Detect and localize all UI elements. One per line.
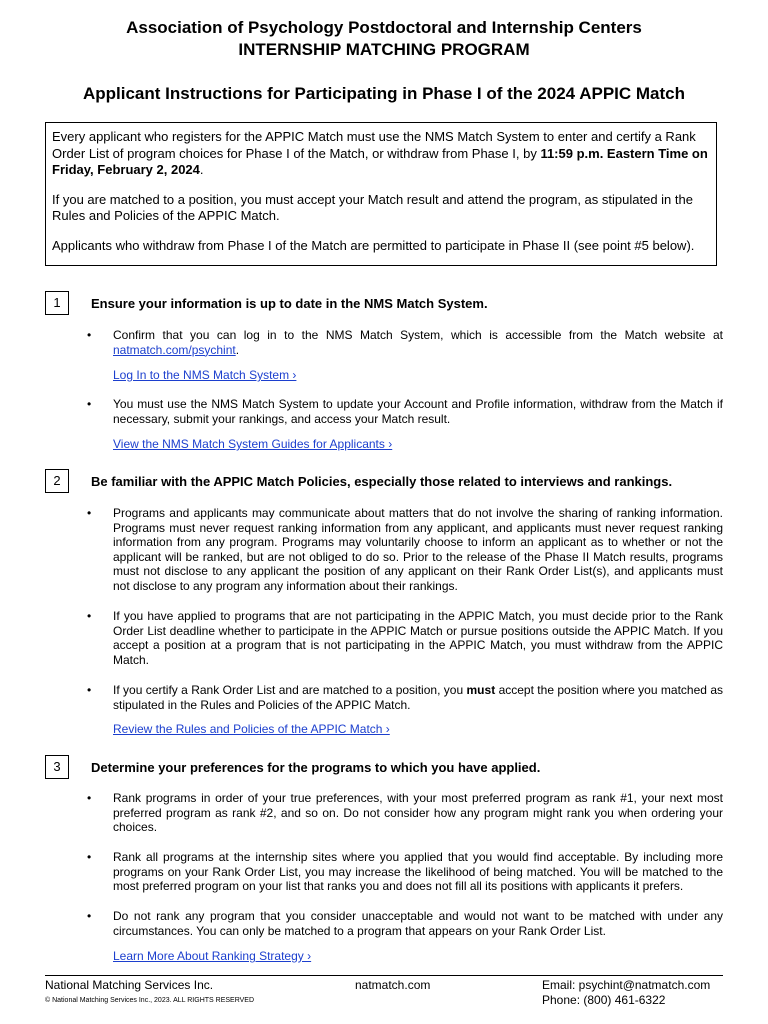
bullet-icon: • (87, 909, 92, 923)
intro-p1-text: Every applicant who registers for the APPIC Match must use the NMS Match System to enter and certify a Rank Order List of program choices for Phase I of the Match, or withdraw from Phase I, by (52, 129, 696, 161)
section-3-bullet-3: Do not rank any program that you consider unacceptable and would not want to be matched with under any circumstances. You can only be matched to a program that appears on your Rank Order List. (113, 909, 723, 938)
bullet-icon: • (87, 397, 92, 411)
section-2-bullet-1: Programs and applicants may communicate about matters that do not involve the sharing of ranking information. Programs must never request ranking information from any applicant, and applicants must never request ranking information from any program. Programs may voluntarily choose to inform an applicant as to whether or not the applicant will be ranked, but are not obliged to do so. Prior to the release of the Phase II Match results, programs must not disclose to any applicant the position of any applicant on their Rank Order List(s), and applicants must not disclose to any program any information about their rankings. (113, 506, 723, 593)
org-name: Association of Psychology Postdoctoral and Internship Centers (126, 18, 642, 37)
section-2-title: Be familiar with the APPIC Match Policies, especially those related to interviews and rankings. (91, 474, 673, 489)
bullet-end: accept the position where you matched as stipulated in the Rules and Policies of the APPIC Match. (113, 683, 723, 712)
bullet-icon: • (87, 850, 92, 864)
login-link[interactable]: Log In to the NMS Match System › (113, 368, 297, 382)
bullet-end: . (235, 342, 240, 357)
bullet-icon: • (87, 683, 92, 697)
footer-copyright: © National Matching Services Inc., 2023. ALL RIGHTS RESERVED (45, 997, 255, 1004)
intro-paragraph-3: Applicants who withdraw from Phase I of the Match are permitted to participate in Phase II (see point #5 below). (52, 237, 695, 253)
footer-phone: Phone: (800) 461-6322 (542, 993, 666, 1007)
bullet-text: Confirm that you can log in to the NMS Match System, which is accessible from the Match website at (113, 328, 723, 342)
section-3-bullet-2: Rank all programs at the internship sites where you applied that you would find acceptable. By including more programs on your Rank Order List, you may increase the likelihood of being matched. You will be matched to the most preferred program on your list that ranks you and does not fill all its positions with applicants it prefers. (113, 850, 723, 894)
section-2-bullet-3 (113, 683, 723, 712)
footer-org: National Matching Services Inc. (45, 978, 214, 992)
section-3-title: Determine your preferences for the programs to which you have applied. (91, 760, 541, 775)
section-1-bullet-2: You must use the NMS Match System to update your Account and Profile information, withdraw from the Match if necessary, submit your rankings, and access your Match result. (113, 397, 723, 426)
section-1-bullet-1 (113, 328, 723, 357)
guides-link[interactable]: View the NMS Match System Guides for Applicants › (113, 437, 393, 451)
footer-email[interactable]: Email: psychint@natmatch.com (542, 978, 711, 992)
intro-deadline: 11:59 p.m. Eastern Time on Friday, February 2, 2024 (52, 145, 708, 177)
bullet-icon: • (87, 791, 92, 805)
section-1-number: 1 (45, 291, 69, 315)
page-title: Applicant Instructions for Participating in Phase I of the 2024 APPIC Match (82, 84, 686, 103)
bullet-icon: • (87, 506, 92, 520)
footer-divider (45, 975, 723, 976)
section-3-number: 3 (45, 755, 69, 779)
intro-p1-end: . (199, 162, 204, 177)
natmatch-link[interactable]: natmatch.com/psychint (113, 342, 236, 357)
footer-site[interactable]: natmatch.com (355, 978, 431, 992)
bullet-text: If you certify a Rank Order List and are matched to a position, you (113, 683, 467, 697)
ranking-strategy-link[interactable]: Learn More About Ranking Strategy › (113, 949, 312, 963)
intro-paragraph-2: If you are matched to a position, you must accept your Match result and attend the program, as stipulated in the Rules and Policies of the APPIC Match. (52, 191, 693, 223)
rules-policies-link[interactable]: Review the Rules and Policies of the APPIC Match › (113, 722, 390, 736)
intro-paragraph-1 (52, 129, 710, 179)
bullet-icon: • (87, 328, 92, 342)
section-2-bullet-2: If you have applied to programs that are not participating in the APPIC Match, you must decide prior to the Rank Order List deadline whether to participate in the APPIC Match or pursue positions outside the APPIC Match. If you accept a position at a program that is not participating in the APPIC Match, you must withdraw from the APPIC Match. (113, 609, 723, 667)
section-3-bullet-1: Rank programs in order of your true preferences, with your most preferred program as rank #1, your next most preferred program as rank #2, and so on. Do not consider how any program might rank you when ordering your choices. (113, 791, 723, 835)
bullet-bold: must (466, 683, 496, 697)
bullet-icon: • (87, 609, 92, 623)
section-1-title: Ensure your information is up to date in the NMS Match System. (91, 296, 488, 311)
intro-box (45, 122, 717, 266)
section-2-number: 2 (45, 469, 69, 493)
program-name: INTERNSHIP MATCHING PROGRAM (238, 40, 530, 59)
